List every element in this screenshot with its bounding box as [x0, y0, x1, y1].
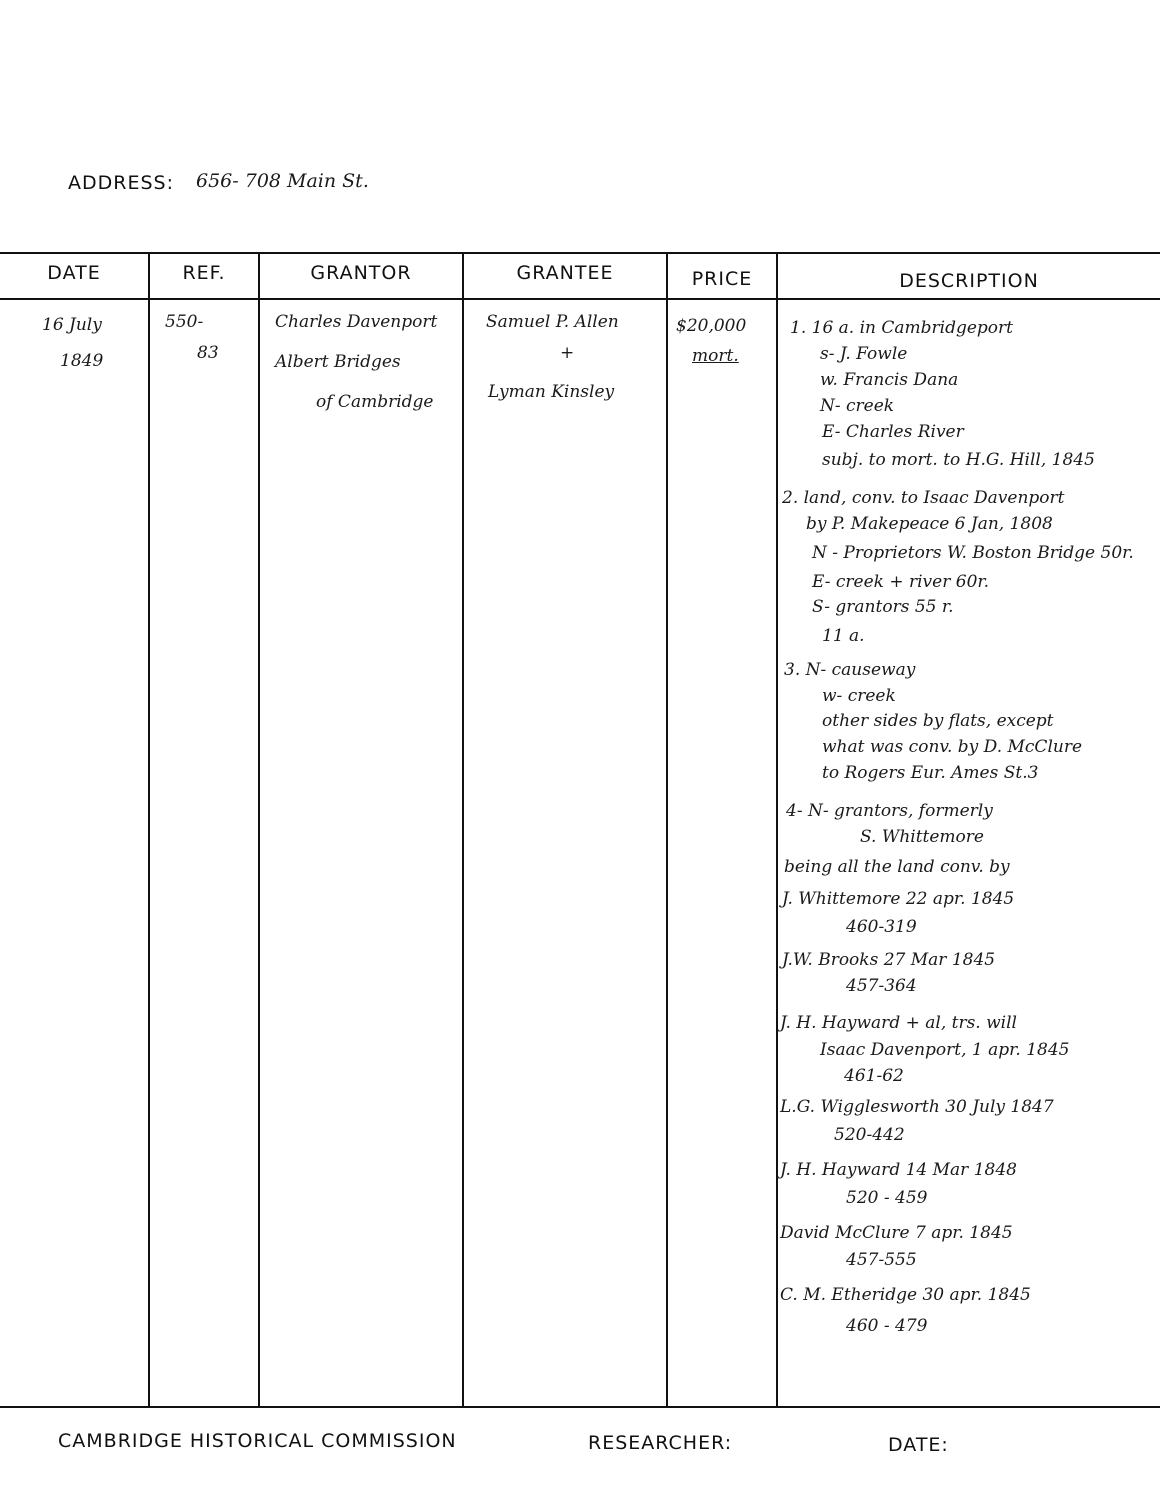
col-divider-3 — [462, 252, 464, 1408]
description-line: E- Charles River — [822, 422, 964, 442]
description-line: 460-319 — [846, 917, 917, 937]
description-line: N - Proprietors W. Boston Bridge 50r. — [812, 543, 1134, 563]
entry-price-line-2: mort. — [692, 346, 739, 366]
description-line: other sides by flats, except — [822, 711, 1054, 731]
description-line: 11 a. — [822, 626, 865, 646]
description-line: E- creek + river 60r. — [812, 572, 990, 592]
column-header-date: DATE — [47, 262, 101, 284]
description-line: L.G. Wigglesworth 30 July 1847 — [780, 1097, 1054, 1117]
col-divider-1 — [148, 252, 150, 1408]
entry-grantor-line-3: of Cambridge — [316, 392, 434, 412]
description-line: 457-364 — [846, 976, 917, 996]
description-line: s- J. Fowle — [820, 344, 908, 364]
entry-ref-line-2: 83 — [197, 343, 219, 363]
description-line: David McClure 7 apr. 1845 — [780, 1223, 1013, 1243]
description-line: 520-442 — [834, 1125, 905, 1145]
column-header-description: DESCRIPTION — [899, 270, 1039, 292]
entry-date-line-1: 16 July — [42, 315, 102, 335]
entry-grantor-line-2: Albert Bridges — [275, 352, 401, 372]
entry-ref-line-1: 550- — [165, 312, 204, 332]
col-divider-4 — [666, 252, 668, 1408]
description-line: 2. land, conv. to Isaac Davenport — [782, 488, 1065, 508]
description-line: J.W. Brooks 27 Mar 1845 — [782, 950, 996, 970]
col-divider-5 — [776, 252, 778, 1408]
description-line: being all the land conv. by — [784, 857, 1010, 877]
entry-grantor-line-1: Charles Davenport — [275, 312, 438, 332]
column-header-grantor: GRANTOR — [310, 262, 412, 284]
description-line: to Rogers Eur. Ames St.3 — [822, 763, 1039, 783]
column-header-ref: REF. — [182, 262, 226, 284]
description-line: 4- N- grantors, formerly — [786, 801, 993, 821]
date-label: DATE: — [888, 1434, 949, 1456]
column-header-price: PRICE — [691, 268, 753, 290]
description-line: 457-555 — [846, 1250, 917, 1270]
description-line: S. Whittemore — [860, 827, 984, 847]
description-line: J. Whittemore 22 apr. 1845 — [782, 889, 1015, 909]
col-divider-2 — [258, 252, 260, 1408]
description-line: J. H. Hayward 14 Mar 1848 — [780, 1160, 1017, 1180]
description-line: C. M. Etheridge 30 apr. 1845 — [780, 1285, 1031, 1305]
entry-date-line-2: 1849 — [60, 351, 104, 371]
description-line: 520 - 459 — [846, 1188, 928, 1208]
description-line: 3. N- causeway — [784, 660, 916, 680]
commission-name: CAMBRIDGE HISTORICAL COMMISSION — [58, 1430, 457, 1452]
description-line: w. Francis Dana — [820, 370, 959, 390]
description-line: 460 - 479 — [846, 1316, 928, 1336]
table-bottom-rule — [0, 1406, 1160, 1408]
entry-grantee-line-3: Lyman Kinsley — [488, 382, 615, 402]
description-line: N- creek — [820, 396, 895, 416]
description-line: S- grantors 55 r. — [812, 597, 954, 617]
entry-price-line-1: $20,000 — [676, 316, 747, 336]
description-line: 1. 16 a. in Cambridgeport — [790, 318, 1014, 338]
description-line: 461-62 — [844, 1066, 904, 1086]
header-bottom-rule — [0, 298, 1160, 300]
description-line: by P. Makepeace 6 Jan, 1808 — [806, 514, 1053, 534]
description-line: J. H. Hayward + al, trs. will — [780, 1013, 1017, 1033]
description-line: w- creek — [822, 686, 896, 706]
entry-grantee-line-2: + — [560, 343, 575, 363]
column-header-grantee: GRANTEE — [516, 262, 614, 284]
address-value: 656- 708 Main St. — [196, 170, 369, 192]
address-label: ADDRESS: — [68, 172, 174, 194]
researcher-label: RESEARCHER: — [588, 1432, 733, 1454]
entry-grantee-line-1: Samuel P. Allen — [486, 312, 619, 332]
description-line: Isaac Davenport, 1 apr. 1845 — [820, 1040, 1070, 1060]
table-top-rule — [0, 252, 1160, 254]
description-line: what was conv. by D. McClure — [822, 737, 1083, 757]
description-line: subj. to mort. to H.G. Hill, 1845 — [822, 450, 1095, 470]
